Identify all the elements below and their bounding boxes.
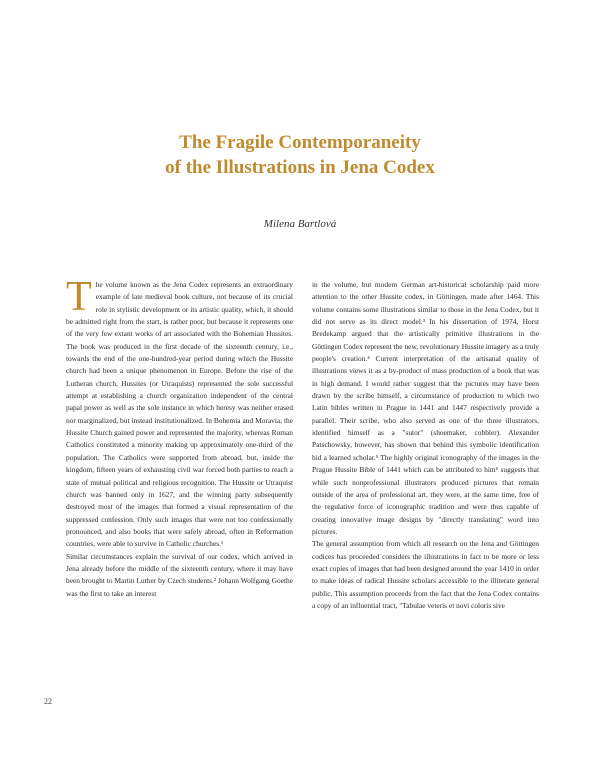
body-column-right xyxy=(312,279,539,612)
body-paragraph: Similar circumstances explain the survival of our codex, which arrived in Jena already before the middle of the sixteenth century, where it may have been brought to Martin Luther by Czech students.² Johann Wolfgang Goethe was the first to take an interest xyxy=(66,551,293,598)
page-number: 22 xyxy=(44,697,52,706)
body-paragraph: in the volume, but modern German art-historical scholarship paid more attention to the other Hussite codex, in Göttingen, made after 1464. This volume contains some illustrations similar to those in the Jena Codex, but it did not serve as its direct model.³ In his dissertation of 1974, Horst Bredekamp argued that the artistically primitive illustrations in the Göttingen Codex represent the new, revolutionary Hussite imagery as a truly people's creation.⁴ Current interpretation of the artisanal quality of illustrations views it as a by-product of mass production of a book that was in high demand. I would rather suggest that the pictures may have been drawn by the scribe himself, a circumstance of production to which two Latin bibles written in Prague in 1441 and 1447 respectively provide a parallel. Their scribe, who also served as one of the three illustrators, identified himself as a "sutor" (shoemaker, cobbler). Alexander Patschowsky, however, has shown that behind this symbolic identification hid a learned scholar.⁵ The highly original iconography of the images in the Prague Hussite Bible of 1441 which can be attributed to him⁶ suggests that while such nonprofessional illustrators produced pictures that remain outside of the area of professional art, they were, at the same time, free of the regulative force of iconographic tradition and were thus capable of creating innovative image designs by "directly translating" word into pictures. xyxy=(312,280,539,536)
article-title xyxy=(0,130,600,180)
body-paragraph: he volume known as the Jena Codex represents an extraordinary example of late medieval book culture, not because of its crucial role in stylistic development or its artistic quality, which, it should be admitted right from the start, is rather poor, but because it represents one of the very few extant works of art associated with the Bohemian Hussites. The book was produced in the first decade of the sixteenth century, i.e., towards the end of the one-hundred-year period during which the Hussite church had been a unique phenomenon in Europe. Before the rise of the Lutheran church, Hussites (or Utraquists) represented the sole successful attempt at establishing a church organization independent of the central papal power as well as the sole instance in which heresy was neither erased nor marginalized, but instead institutionalized. In Bohemia and Moravia, the Hussite Church gained power and represented the majority, whereas Roman Catholics constituted a minority making up approximately one-third of the population. The Catholics were supported from abroad, but, inside the kingdom, fifteen years of exhausting civil war forced both parties to reach a state of mutual political and religious recognition. The Hussite or Utraquist church was banned only in 1627, and the winning party subsequently destroyed most of the images that formed a visual representation of the suppressed confession. Only such images that were not too confessionally pronounced, and also books that were safely abroad, often in Reformation countries, were able to survive in Catholic churches.¹ xyxy=(66,280,293,549)
body-paragraph: The general assumption from which all research on the Jena and Göttingen codices has proceeded considers the illustrations in fact to be more or less exact copies of images that had been designed around the year 1410 in order to make ideas of radical Hussite scholars accessible to the illiterate general public. This assumption proceeds from the fact that the Jena Codex contains a copy of an influential tract, "Tabulae veteris et novi coloris sive xyxy=(312,539,539,610)
article-title-line-2: of the Illustrations in Jena Codex xyxy=(165,157,435,178)
article-author: Milena Bartlová xyxy=(263,218,337,230)
body-column-left xyxy=(66,274,293,600)
article-title-line-1: The Fragile Contemporaneity xyxy=(179,132,421,153)
drop-cap: T xyxy=(66,274,92,320)
